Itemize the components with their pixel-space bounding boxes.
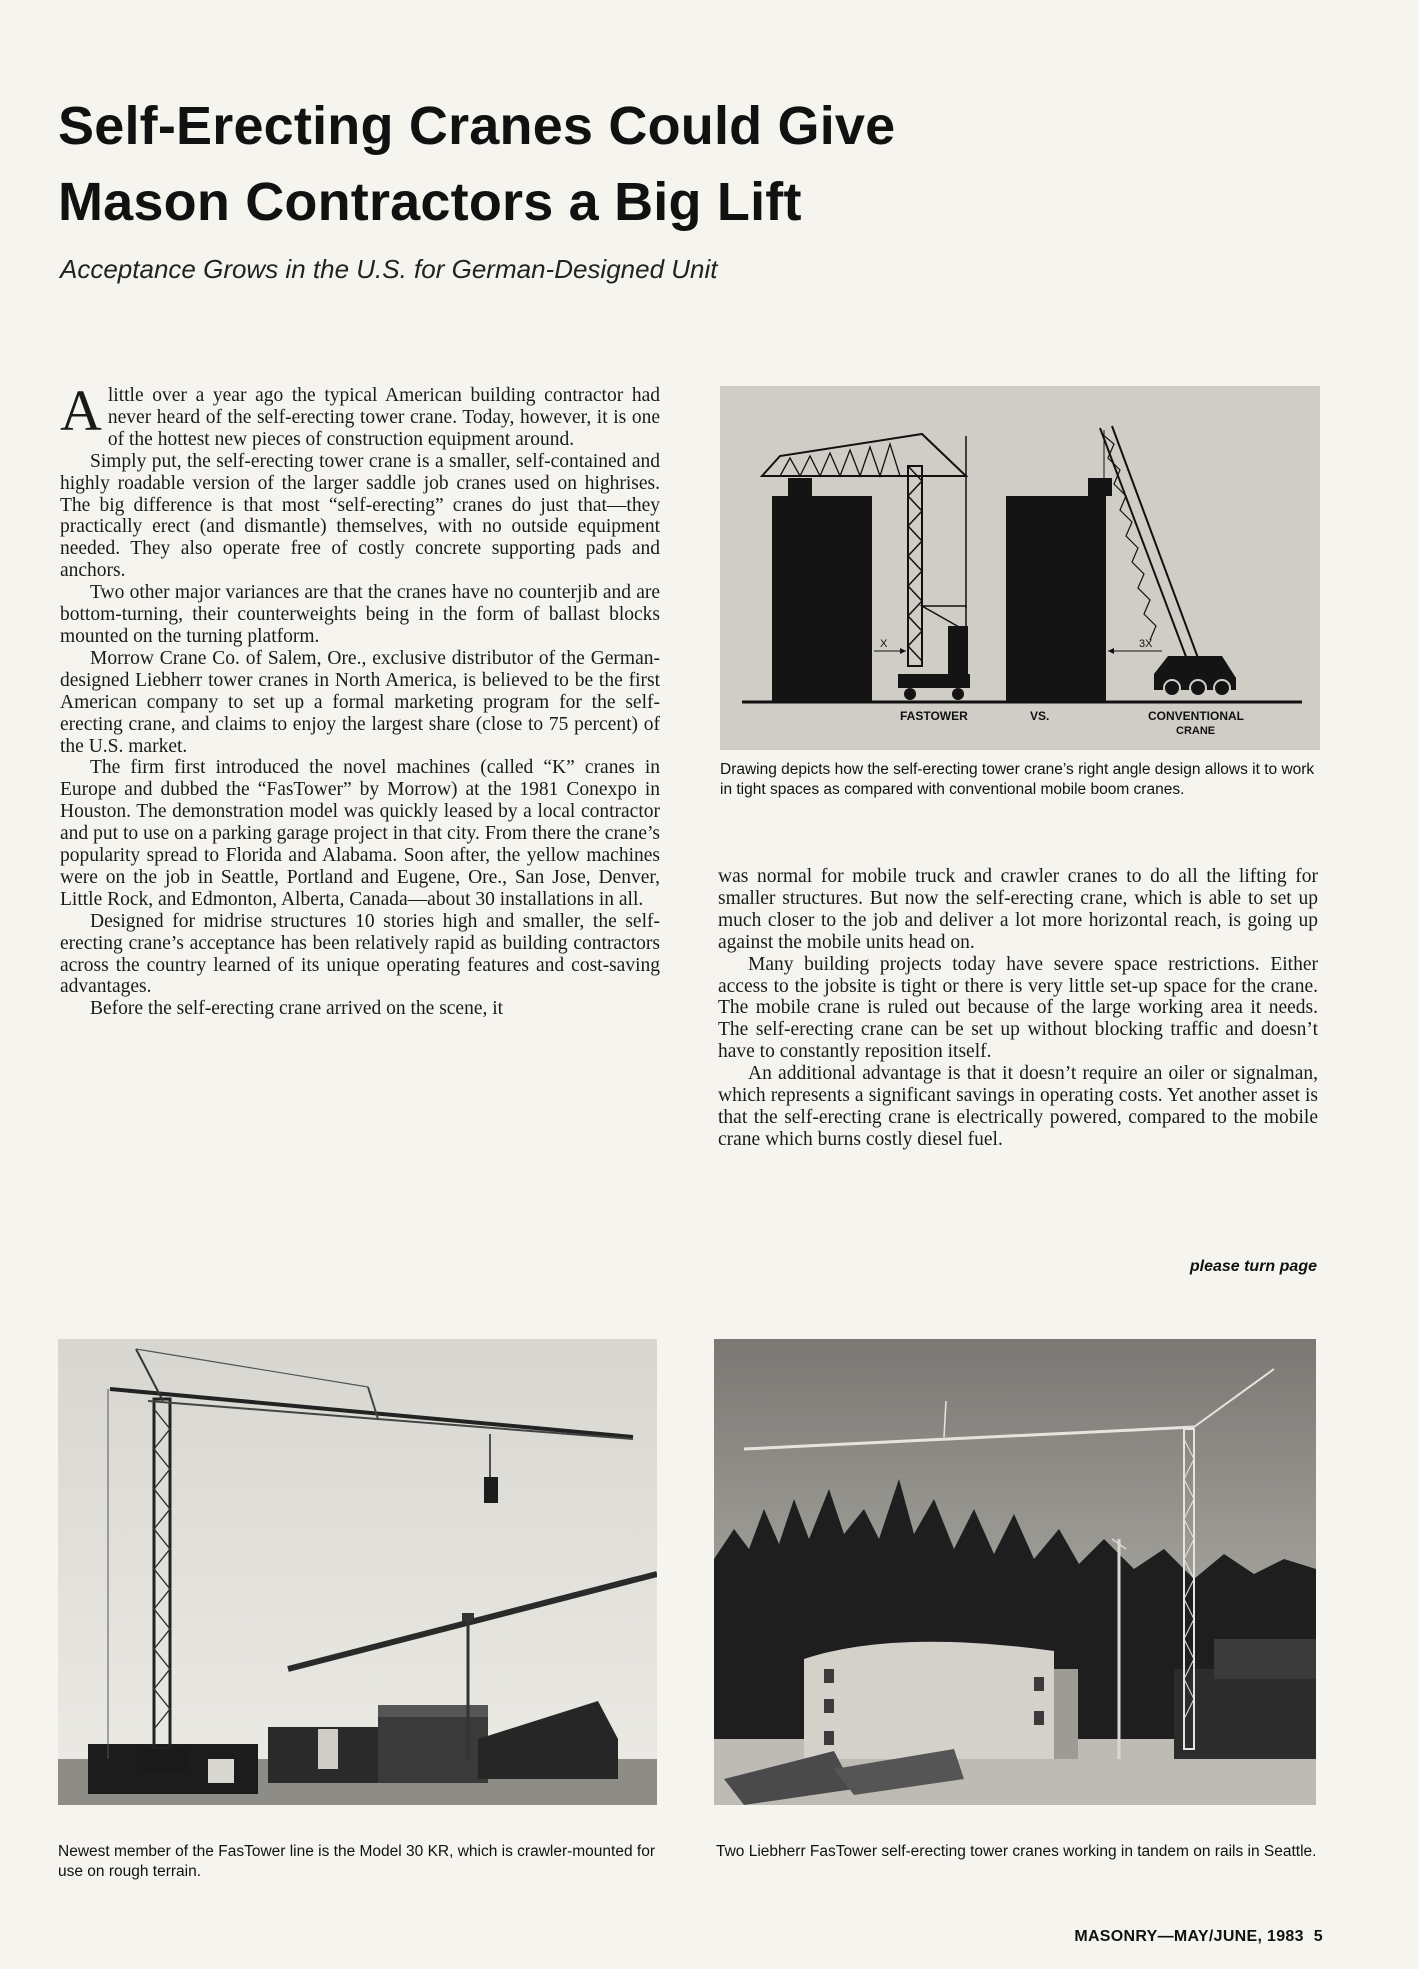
page-footer (1074, 1928, 1323, 1946)
photo-left-caption: Newest member of the FasTower line is the Model 30 KR, which is crawler-mounted for use on rough terrain. (58, 1843, 655, 1880)
label-vs: VS. (1030, 709, 1050, 723)
paragraph-6: Designed for midrise structures 10 stories high and smaller, the self-erecting crane’s acceptance has been relatively rapid as building contractors across the country learned of its unique operating features and cost-saving advantages. (60, 910, 660, 998)
publication-line: MASONRY—MAY/JUNE, 1983 (1074, 1928, 1304, 1945)
photo-crawler-crane (58, 1339, 657, 1805)
paragraph-7: Before the self-erecting crane arrived on the scene, it (90, 998, 504, 1020)
paragraph-3: Two other major variances are that the cranes have no counterjib and are bottom-turning, their counterweights being in the form of ballast blocks mounted on the turning platform. (60, 582, 660, 647)
photo-crawler-crane-image (58, 1339, 657, 1805)
paragraph-2: Simply put, the self-erecting tower crane is a smaller, self-contained and highly roadable version of the larger saddle job cranes used on highrises. The big difference is that most “self-erecting” cranes do just that—they practically erect (and dismantle) themselves, with no outside equipment needed. They also operate free of costly concrete supporting pads and anchors. (60, 450, 660, 582)
paragraph-1-text: little over a year ago the typical American building contractor had never heard of the self-erecting tower crane. Today, however, it is one of the hottest new pieces of construction equipment around. (107, 385, 660, 450)
continued-note: please turn page (1189, 1258, 1317, 1275)
photo-tandem-cranes-image (714, 1339, 1316, 1805)
drop-cap: A (60, 378, 102, 443)
paragraph-9: Many building projects today have severe space restrictions. Either access to the jobsite is tight or there is very little set-up space for the crane. The mobile crane is ruled out because of the large working area it needs. The self-erecting crane can be set up without blocking traffic and doesn’t have to constantly reposition itself. (718, 953, 1318, 1063)
page-number: 5 (1313, 1928, 1323, 1945)
label-fastower: FASTOWER (900, 709, 968, 723)
photo-right-caption: Two Liebherr FasTower self-erecting tower cranes working in tandem on rails in Seattle. (716, 1843, 1317, 1860)
paragraph-10: An additional advantage is that it doesn’t require an oiler or signalman, which represents a significant savings in operating costs. Yet another asset is that the self-erecting crane is electrically powered, compared to the mobile crane which burns costly diesel fuel. (718, 1063, 1318, 1150)
article-title (58, 88, 1158, 240)
paragraph-1 (60, 378, 660, 451)
article-subtitle: Acceptance Grows in the U.S. for German-Designed Unit (60, 254, 718, 284)
crane-comparison-diagram (720, 386, 1320, 750)
paragraph-5: The firm first introduced the novel machines (called “K” cranes in Europe and dubbed the “FasTower” by Morrow) at the 1981 Conexpo in Houston. The demonstration model was quickly leased by a local contractor and put to use on a parking garage project in that city. From there the crane’s popularity spread to Florida and Alabama. Soon after, the yellow machines were on the job in Seattle, Portland and Eugene, Ore., San Jose, Denver, Little Rock, and Edmonton, Alberta, Canada—about 30 installations in all. (60, 757, 660, 910)
label-conventional: CONVENTIONAL (1148, 709, 1244, 723)
label-3x: 3X (1139, 638, 1153, 650)
paragraph-8: was normal for mobile truck and crawler cranes to do all the lifting for smaller structures. But now the self-erecting crane, which is able to set up much closer to the job and deliver a lot more horizontal reach, is going up against the mobile units head on. (718, 866, 1318, 953)
label-crane: CRANE (1176, 725, 1216, 737)
diagram-caption: Drawing depicts how the self-erecting tower crane’s right angle design allows it to work in tight spaces as compared with conventional mobile boom cranes. (720, 761, 1315, 798)
title-line-2: Mason Contractors a Big Lift (58, 172, 802, 232)
paragraph-4: Morrow Crane Co. of Salem, Ore., exclusive distributor of the German-designed Liebherr tower cranes in North America, is believed to be the first American company to set up a formal marketing program for the self-erecting crane, and claims to enjoy the largest share (close to 75 percent) of the U.S. market. (60, 647, 660, 757)
diagram-drawing (720, 386, 1320, 750)
left-column (60, 378, 660, 1020)
photo-tandem-cranes (714, 1339, 1316, 1805)
title-line-1: Self-Erecting Cranes Could Give (58, 96, 896, 156)
right-column (718, 866, 1318, 1151)
label-x: X (880, 638, 888, 650)
